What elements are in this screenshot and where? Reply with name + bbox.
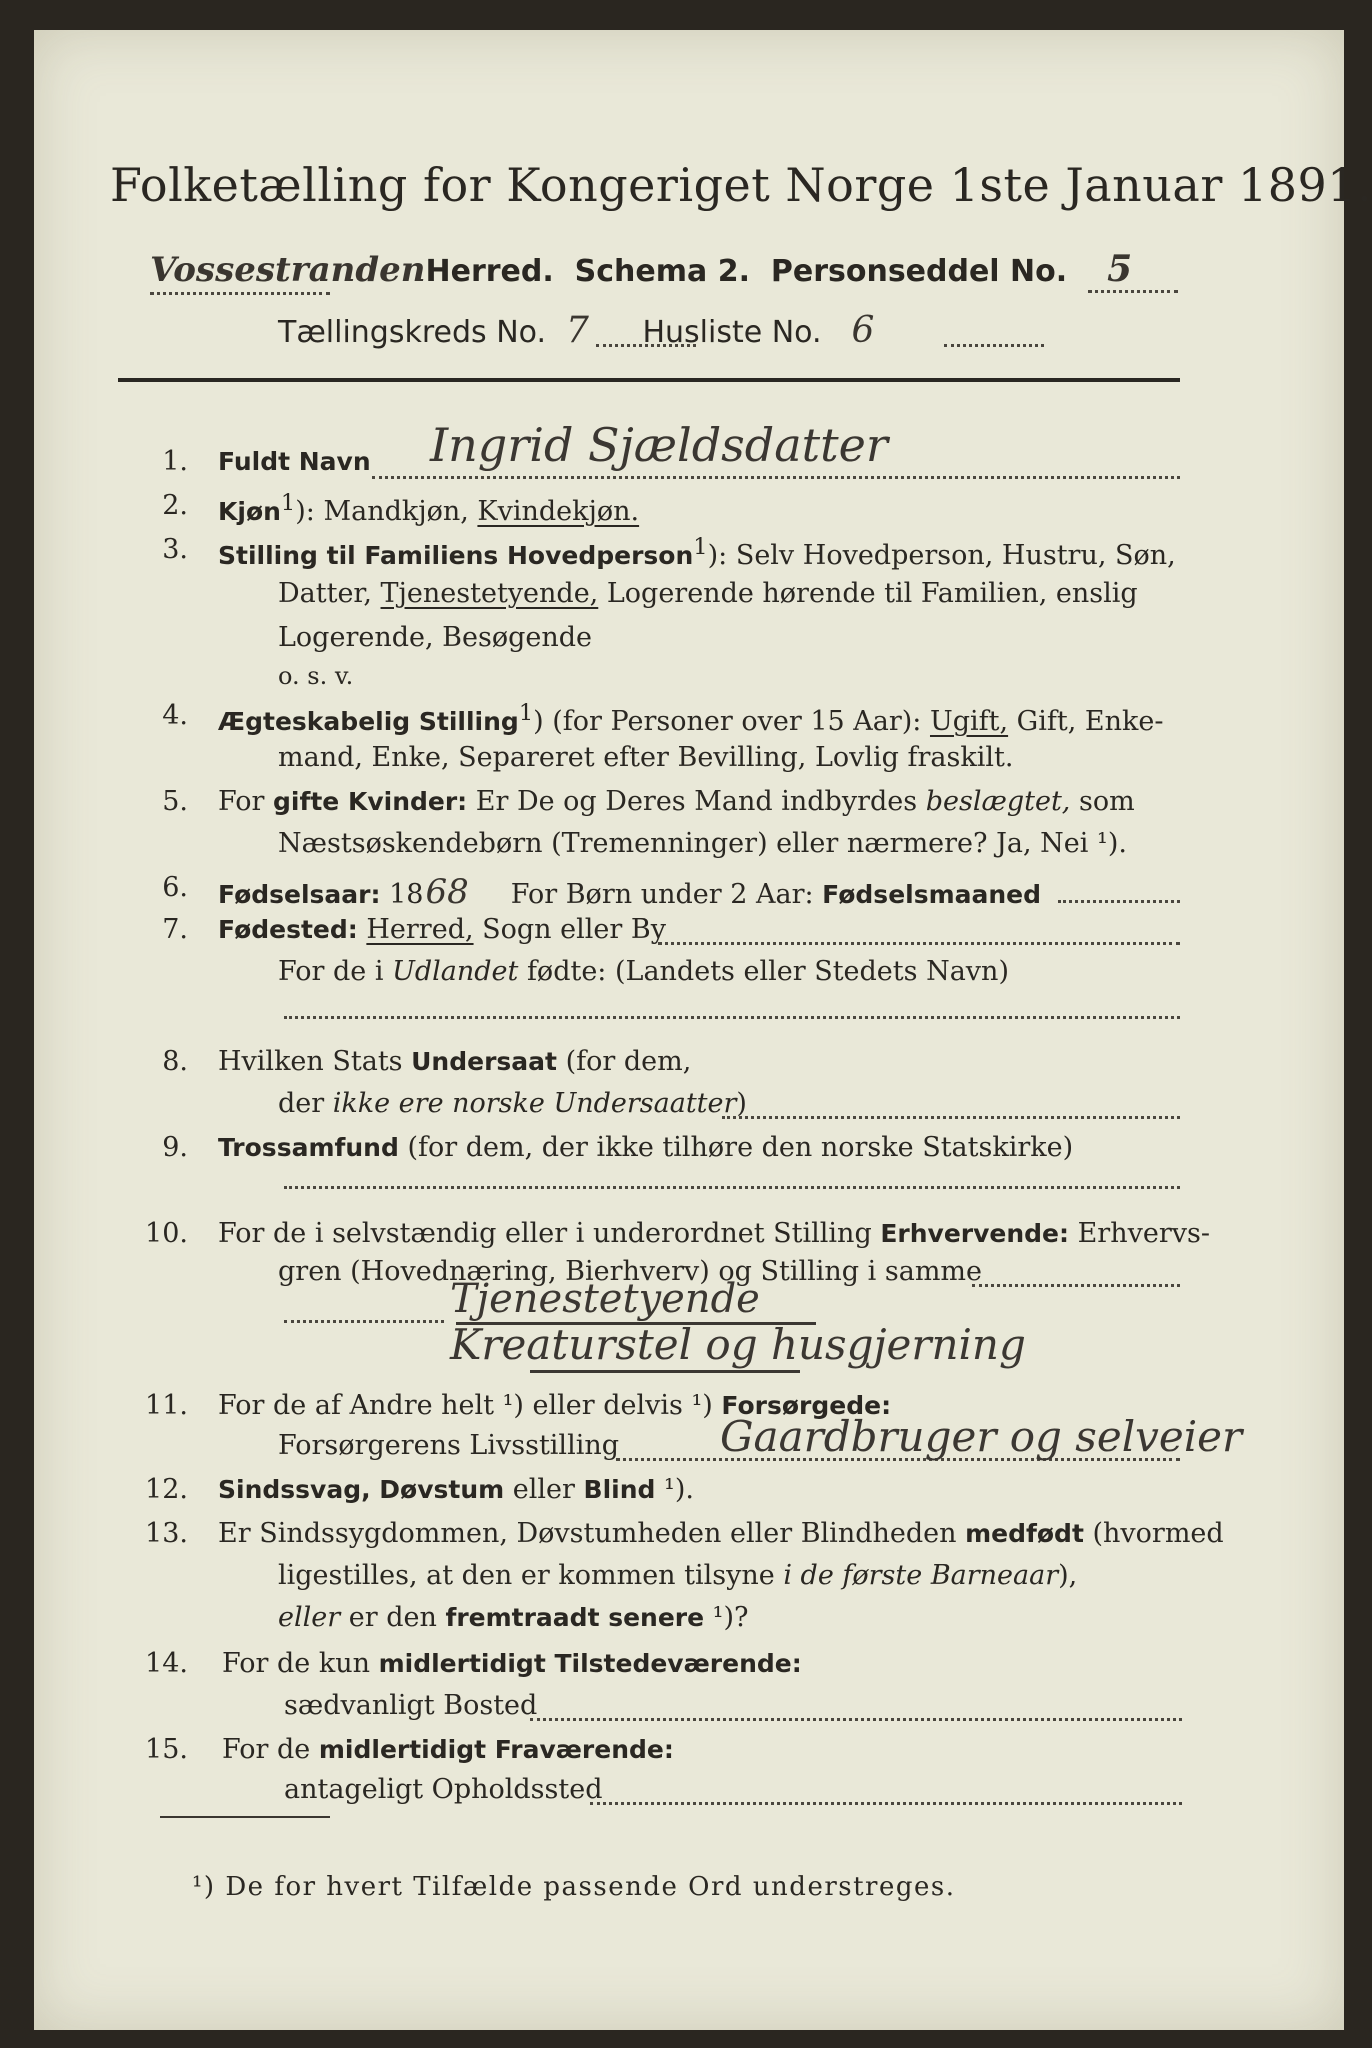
herred-value: Vossestranden [150,250,426,290]
q9-dotline [284,1186,1180,1189]
q7-dotline-2 [284,1016,1180,1019]
q4-line-2: mand, Enke, Separeret efter Bevilling, Lovlig fraskilt. [278,742,1014,773]
q4-selected-option: Ugift, [929,706,1009,737]
herred-dotline [150,292,330,295]
q15-dotline [590,1802,1182,1805]
q3-line-2: Datter, Tjenestetyende, Logerende hørende til Familien, enslig [278,578,1138,609]
q8-line-2: der ikke ere norske Undersaatter) [278,1088,747,1119]
header-rule [118,378,1180,382]
q1-label: Fuldt Navn [218,447,371,476]
kreds-label: Tællingskreds No. [278,315,546,350]
q1-row [218,446,371,477]
q4-line-1: Ægteskabelig Stilling$^1$) (for Personer over 15 Aar): Ugift, Gift, Enke- [218,700,1164,737]
q7-line-2: For de i Udlandet fødte: (Landets eller Stedets Navn) [278,956,1009,987]
q8-label: Undersaat [411,1047,557,1076]
q15-label: midlertidigt Fraværende: [318,1735,674,1764]
q10-line-1: For de i selvstændig eller i underordnet Stilling Erhvervende: Erhvervs- [218,1218,1210,1249]
q2-label: Kjøn [218,497,281,526]
header-line-1 [150,248,1132,290]
q7-selected-option: Herred, [366,914,474,945]
q5-line-1: For gifte Kvinder: Er De og Deres Mand indbyrdes beslægtet, som [218,786,1135,817]
q10-dotline-2 [284,1320,444,1323]
q13-label: medfødt [965,1519,1084,1548]
personseddel-dotline [1088,290,1178,293]
kreds-value: 7 [566,310,589,351]
q10-answer-1: Tjenestetyende [450,1276,760,1322]
q14-dotline [530,1718,1182,1721]
q12-row: Sindssvag, Døvstum eller Blind ¹). [218,1474,694,1505]
q8-dotline [722,1116,1180,1119]
q8-line-1: Hvilken Stats Undersaat (for dem, [218,1046,692,1077]
q6-label-2: Fødselsmaaned [822,880,1042,909]
q12-number: 12. [145,1474,188,1505]
q3-selected-option: Tjenestetyende, [380,578,599,609]
q9-row: Trossamfund (for dem, der ikke tilhøre den norske Statskirke) [218,1132,1074,1163]
q14-line-1: For de kun midlertidigt Tilstedeværende: [222,1648,802,1679]
q1-answer: Ingrid Sjældsdatter [430,418,888,472]
personseddel-value: 5 [1107,248,1133,290]
footnote: ¹) De for hvert Tilfælde passende Ord understreges. [192,1872,956,1902]
q14-label: midlertidigt Tilstedeværende: [378,1649,802,1678]
form-title: Folketælling for Kongeriget Norge 1ste Januar 1891. [110,158,1372,212]
q15-line-2: antageligt Opholdssted [284,1774,603,1805]
q7-label: Fødested: [218,915,358,944]
q15-number: 15. [145,1734,188,1765]
q1-dotline [372,476,1180,479]
q5-number: 5. [162,786,188,817]
q3-line-3: Logerende, Besøgende [278,622,592,653]
q4-number: 4. [162,700,188,731]
q14-number: 14. [145,1648,188,1679]
q10-label: Erhvervende: [880,1219,1070,1248]
q9-number: 9. [162,1132,188,1163]
q5-label: gifte Kvinder: [273,787,468,816]
q10-dotline-1 [972,1284,1180,1287]
q6-dotline [1058,900,1180,903]
q11-label: Forsørgede: [721,1391,892,1420]
q10-line-2: gren (Hovednæring, Bierhverv) og Stilling i samme [278,1256,983,1287]
q12-label: Sindssvag, Døvstum [218,1475,505,1504]
q11-answer: Gaardbruger og selveier [720,1412,1243,1461]
schema-label: Schema 2. [574,254,750,289]
q11-line-1: For de af Andre helt ¹) eller delvis ¹) Forsørgede: [218,1390,892,1421]
header-line-2 [278,310,874,351]
q13-line-3: eller er den fremtraadt senere ¹)? [278,1602,749,1633]
husliste-dotline [944,344,1044,347]
kreds-dotline [596,344,696,347]
q11-line-2: Forsørgerens Livsstilling [278,1430,620,1461]
q6-number: 6. [162,872,188,903]
q13-number: 13. [145,1518,188,1549]
q6-label: Fødselsaar: [218,880,381,909]
footnote-rule [160,1816,330,1818]
q7-line-1: Fødested: Herred, Sogn eller By [218,914,666,945]
q13-line-1: Er Sindssygdommen, Døvstumheden eller Blindheden medfødt (hvormed [218,1518,1224,1549]
q1-number: 1. [162,446,188,477]
q6-answer: 68 [425,872,469,912]
q8-number: 8. [162,1046,188,1077]
q13-line-2: ligestilles, at den er kommen tilsyne i de første Barneaar), [278,1560,1078,1591]
q2-number: 2. [162,490,188,521]
q10-answer-2-underline [530,1370,800,1373]
q7-dotline-1 [658,942,1180,945]
q2-row: Kjøn$^1$): Mandkjøn, Kvindekjøn. [218,490,640,527]
husliste-label: Husliste No. [642,315,822,350]
q10-answer-2: Kreaturstel og husgjerning [450,1320,1026,1369]
q5-line-2: Næstsøskendebørn (Tremenninger) eller nærmere? Ja, Nei ¹). [278,828,1127,859]
herred-label: Herred. [425,254,554,289]
q15-line-1: For de midlertidigt Fraværende: [222,1734,674,1765]
husliste-value: 6 [851,310,875,351]
q10-number: 10. [145,1218,188,1249]
q2-selected-option: Kvindekjøn. [477,496,640,527]
q3-number: 3. [162,534,188,565]
q11-number: 11. [145,1390,188,1421]
q3-label: Stilling til Familiens Hovedperson [218,541,694,570]
q3-line-4: o. s. v. [278,662,354,690]
q4-label: Ægteskabelig Stilling [218,707,519,736]
q14-line-2: sædvanligt Bosted [284,1690,538,1721]
q6-row: Fødselsaar: 1868 For Børn under 2 Aar: Fødselsmaaned [218,872,1042,912]
q9-label: Trossamfund [218,1133,399,1162]
q7-number: 7. [162,914,188,945]
q3-line-1: Stilling til Familiens Hovedperson$^1$): Selv Hovedperson, Hustru, Søn, [218,534,1176,571]
personseddel-label: Personseddel No. [770,254,1068,289]
